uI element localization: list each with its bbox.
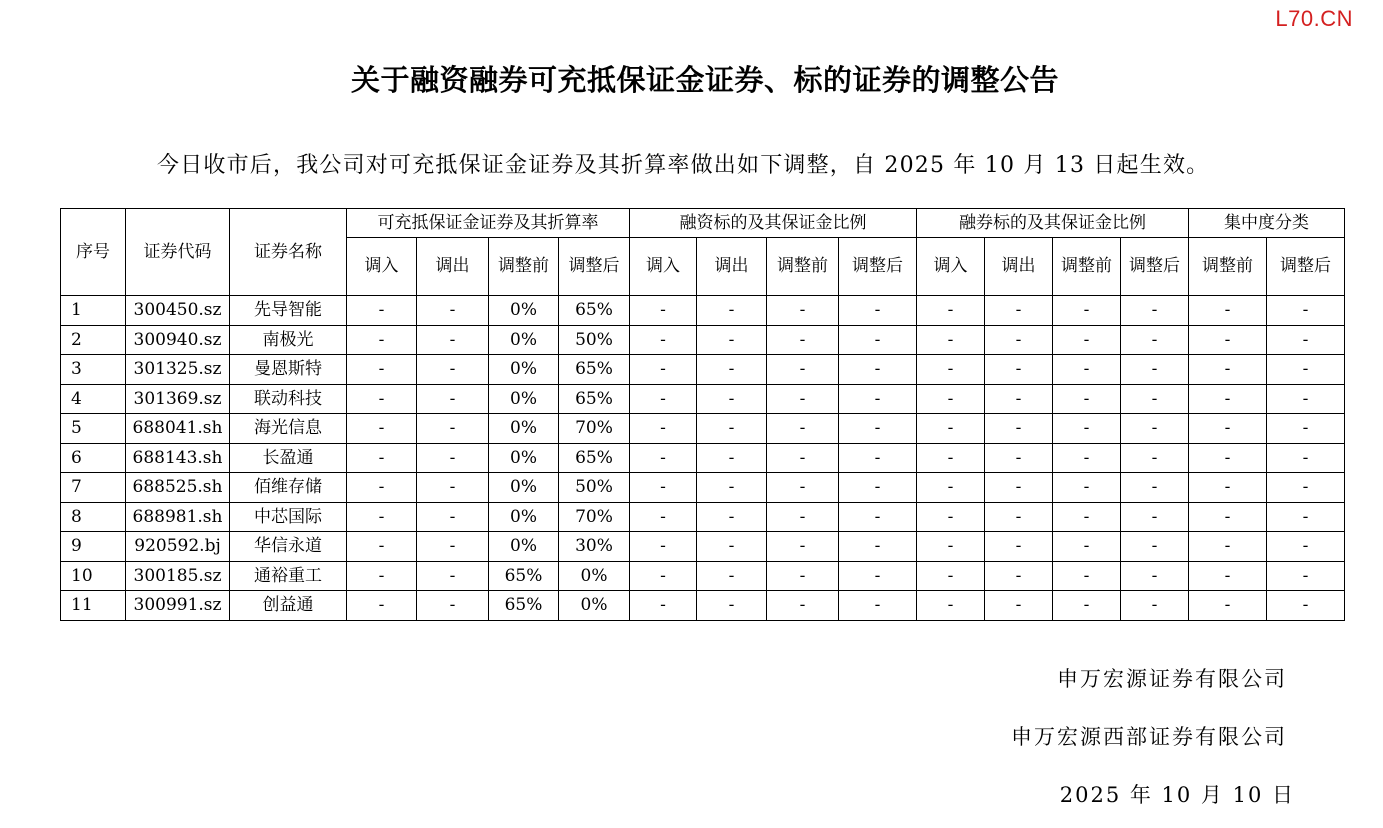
subheader-in: 调入	[630, 238, 697, 296]
table-row	[61, 473, 1345, 503]
cell-short-after: -	[1121, 325, 1189, 355]
cell-margin-out: -	[697, 384, 767, 414]
row-name: 海光信息	[230, 414, 347, 444]
cell-margin-out: -	[697, 414, 767, 444]
cell-collateral-before: 0%	[489, 443, 559, 473]
cell-concentration-after: -	[1267, 355, 1345, 385]
row-code: 301369.sz	[126, 384, 230, 414]
cell-collateral-after: 70%	[559, 502, 630, 532]
cell-concentration-before: -	[1189, 561, 1267, 591]
cell-short-before: -	[1053, 532, 1121, 562]
subheader-before: 调整前	[489, 238, 559, 296]
row-code: 688981.sh	[126, 502, 230, 532]
row-index: 2	[61, 325, 126, 355]
cell-concentration-before: -	[1189, 473, 1267, 503]
subheader-out: 调出	[697, 238, 767, 296]
cell-concentration-before: -	[1189, 296, 1267, 326]
cell-short-after: -	[1121, 384, 1189, 414]
row-index: 1	[61, 296, 126, 326]
cell-collateral-out: -	[417, 532, 489, 562]
cell-collateral-out: -	[417, 561, 489, 591]
cell-margin-out: -	[697, 443, 767, 473]
cell-short-before: -	[1053, 561, 1121, 591]
cell-margin-after: -	[839, 591, 917, 621]
cell-short-after: -	[1121, 473, 1189, 503]
row-name: 佰维存储	[230, 473, 347, 503]
cell-collateral-in: -	[347, 473, 417, 503]
cell-collateral-after: 50%	[559, 325, 630, 355]
cell-short-before: -	[1053, 414, 1121, 444]
cell-collateral-after: 30%	[559, 532, 630, 562]
cell-short-before: -	[1053, 473, 1121, 503]
cell-concentration-before: -	[1189, 591, 1267, 621]
table-row	[61, 355, 1345, 385]
header-group-concentration: 集中度分类	[1189, 209, 1345, 238]
cell-short-out: -	[985, 414, 1053, 444]
cell-concentration-before: -	[1189, 502, 1267, 532]
table-row	[61, 384, 1345, 414]
cell-short-out: -	[985, 561, 1053, 591]
row-index: 9	[61, 532, 126, 562]
cell-collateral-out: -	[417, 355, 489, 385]
cell-concentration-before: -	[1189, 414, 1267, 444]
cell-collateral-in: -	[347, 561, 417, 591]
cell-short-out: -	[985, 355, 1053, 385]
row-code: 688143.sh	[126, 443, 230, 473]
cell-concentration-after: -	[1267, 325, 1345, 355]
cell-margin-after: -	[839, 296, 917, 326]
cell-margin-out: -	[697, 296, 767, 326]
cell-collateral-after: 70%	[559, 414, 630, 444]
cell-short-after: -	[1121, 561, 1189, 591]
cell-short-in: -	[917, 502, 985, 532]
row-code: 688525.sh	[126, 473, 230, 503]
cell-collateral-before: 0%	[489, 296, 559, 326]
row-code: 300185.sz	[126, 561, 230, 591]
cell-collateral-in: -	[347, 591, 417, 621]
row-code: 688041.sh	[126, 414, 230, 444]
cell-short-out: -	[985, 296, 1053, 326]
cell-margin-in: -	[630, 591, 697, 621]
cell-margin-before: -	[767, 473, 839, 503]
cell-short-after: -	[1121, 443, 1189, 473]
cell-margin-after: -	[839, 473, 917, 503]
cell-concentration-after: -	[1267, 414, 1345, 444]
cell-collateral-before: 0%	[489, 502, 559, 532]
cell-short-after: -	[1121, 414, 1189, 444]
cell-concentration-before: -	[1189, 443, 1267, 473]
row-code: 300940.sz	[126, 325, 230, 355]
table-row	[61, 532, 1345, 562]
cell-short-before: -	[1053, 443, 1121, 473]
cell-short-in: -	[917, 473, 985, 503]
cell-margin-after: -	[839, 414, 917, 444]
cell-short-out: -	[985, 502, 1053, 532]
cell-short-in: -	[917, 355, 985, 385]
row-code: 920592.bj	[126, 532, 230, 562]
cell-short-before: -	[1053, 591, 1121, 621]
cell-margin-out: -	[697, 502, 767, 532]
subheader-after: 调整后	[1121, 238, 1189, 296]
cell-short-after: -	[1121, 532, 1189, 562]
cell-margin-out: -	[697, 561, 767, 591]
cell-short-in: -	[917, 384, 985, 414]
cell-concentration-before: -	[1189, 384, 1267, 414]
subheader-out: 调出	[985, 238, 1053, 296]
cell-collateral-out: -	[417, 296, 489, 326]
subheader-in: 调入	[347, 238, 417, 296]
cell-concentration-after: -	[1267, 561, 1345, 591]
signature-company-2: 申万宏源西部证券有限公司	[1011, 725, 1287, 749]
cell-collateral-after: 65%	[559, 355, 630, 385]
cell-short-before: -	[1053, 325, 1121, 355]
cell-margin-after: -	[839, 384, 917, 414]
row-name: 华信永道	[230, 532, 347, 562]
cell-margin-in: -	[630, 296, 697, 326]
cell-collateral-before: 0%	[489, 473, 559, 503]
cell-collateral-in: -	[347, 502, 417, 532]
cell-short-in: -	[917, 532, 985, 562]
cell-margin-before: -	[767, 414, 839, 444]
header-code: 证券代码	[126, 209, 230, 296]
cell-collateral-after: 0%	[559, 591, 630, 621]
cell-short-in: -	[917, 591, 985, 621]
row-index: 3	[61, 355, 126, 385]
cell-margin-before: -	[767, 443, 839, 473]
signature-company-1: 申万宏源证券有限公司	[1057, 667, 1287, 691]
cell-collateral-in: -	[347, 443, 417, 473]
cell-margin-out: -	[697, 591, 767, 621]
row-index: 4	[61, 384, 126, 414]
cell-concentration-after: -	[1267, 443, 1345, 473]
cell-margin-after: -	[839, 355, 917, 385]
cell-margin-in: -	[630, 355, 697, 385]
cell-concentration-after: -	[1267, 502, 1345, 532]
row-index: 6	[61, 443, 126, 473]
cell-margin-after: -	[839, 325, 917, 355]
row-index: 11	[61, 591, 126, 621]
table-row	[61, 561, 1345, 591]
cell-short-before: -	[1053, 296, 1121, 326]
cell-short-out: -	[985, 591, 1053, 621]
signature-date: 2025 年 10 月 10 日	[1059, 783, 1295, 807]
cell-collateral-before: 0%	[489, 355, 559, 385]
watermark: L70.CN	[1275, 6, 1353, 31]
cell-collateral-before: 65%	[489, 591, 559, 621]
cell-collateral-before: 0%	[489, 532, 559, 562]
row-code: 300450.sz	[126, 296, 230, 326]
row-name: 先导智能	[230, 296, 347, 326]
cell-margin-before: -	[767, 296, 839, 326]
cell-concentration-after: -	[1267, 296, 1345, 326]
header-name: 证券名称	[230, 209, 347, 296]
cell-concentration-before: -	[1189, 325, 1267, 355]
subheader-after: 调整后	[839, 238, 917, 296]
row-name: 通裕重工	[230, 561, 347, 591]
subheader-after: 调整后	[559, 238, 630, 296]
cell-short-out: -	[985, 384, 1053, 414]
cell-concentration-after: -	[1267, 384, 1345, 414]
cell-margin-in: -	[630, 443, 697, 473]
cell-margin-in: -	[630, 414, 697, 444]
table-row	[61, 414, 1345, 444]
cell-short-in: -	[917, 443, 985, 473]
subheader-before: 调整前	[1189, 238, 1267, 296]
subheader-after: 调整后	[1267, 238, 1345, 296]
cell-concentration-after: -	[1267, 473, 1345, 503]
cell-short-before: -	[1053, 355, 1121, 385]
row-code: 300991.sz	[126, 591, 230, 621]
cell-margin-out: -	[697, 355, 767, 385]
cell-collateral-after: 0%	[559, 561, 630, 591]
row-index: 7	[61, 473, 126, 503]
cell-margin-out: -	[697, 325, 767, 355]
header-group-margin-buy: 融资标的及其保证金比例	[630, 209, 917, 238]
cell-collateral-in: -	[347, 384, 417, 414]
cell-margin-before: -	[767, 502, 839, 532]
subheader-out: 调出	[417, 238, 489, 296]
cell-margin-before: -	[767, 384, 839, 414]
cell-margin-after: -	[839, 532, 917, 562]
cell-collateral-in: -	[347, 296, 417, 326]
cell-collateral-in: -	[347, 414, 417, 444]
cell-concentration-before: -	[1189, 355, 1267, 385]
cell-short-after: -	[1121, 591, 1189, 621]
cell-short-out: -	[985, 443, 1053, 473]
cell-short-in: -	[917, 414, 985, 444]
row-index: 5	[61, 414, 126, 444]
page-title: 关于融资融券可充抵保证金证券、标的证券的调整公告	[350, 63, 1059, 97]
cell-margin-before: -	[767, 325, 839, 355]
row-name: 长盈通	[230, 443, 347, 473]
cell-margin-in: -	[630, 561, 697, 591]
header-group-collateral: 可充抵保证金证券及其折算率	[347, 209, 630, 238]
cell-margin-after: -	[839, 443, 917, 473]
cell-collateral-before: 65%	[489, 561, 559, 591]
cell-collateral-out: -	[417, 473, 489, 503]
subheader-before: 调整前	[767, 238, 839, 296]
cell-margin-after: -	[839, 561, 917, 591]
cell-collateral-out: -	[417, 443, 489, 473]
cell-concentration-before: -	[1189, 532, 1267, 562]
cell-short-before: -	[1053, 502, 1121, 532]
cell-margin-in: -	[630, 384, 697, 414]
cell-short-out: -	[985, 473, 1053, 503]
row-index: 10	[61, 561, 126, 591]
cell-short-in: -	[917, 561, 985, 591]
cell-collateral-out: -	[417, 384, 489, 414]
cell-margin-before: -	[767, 591, 839, 621]
cell-collateral-after: 65%	[559, 296, 630, 326]
row-name: 联动科技	[230, 384, 347, 414]
cell-collateral-before: 0%	[489, 325, 559, 355]
cell-short-after: -	[1121, 296, 1189, 326]
cell-short-out: -	[985, 325, 1053, 355]
cell-collateral-before: 0%	[489, 414, 559, 444]
cell-short-before: -	[1053, 384, 1121, 414]
cell-collateral-out: -	[417, 502, 489, 532]
cell-collateral-out: -	[417, 325, 489, 355]
intro-paragraph: 今日收市后，我公司对可充抵保证金证券及其折算率做出如下调整，自 2025 年 10 月 13 日起生效。	[157, 153, 1210, 178]
cell-margin-in: -	[630, 473, 697, 503]
row-code: 301325.sz	[126, 355, 230, 385]
cell-short-in: -	[917, 325, 985, 355]
subheader-before: 调整前	[1053, 238, 1121, 296]
cell-collateral-after: 65%	[559, 443, 630, 473]
table-row	[61, 591, 1345, 621]
cell-collateral-before: 0%	[489, 384, 559, 414]
cell-margin-out: -	[697, 473, 767, 503]
cell-collateral-after: 50%	[559, 473, 630, 503]
cell-margin-before: -	[767, 355, 839, 385]
table-row	[61, 502, 1345, 532]
cell-concentration-after: -	[1267, 591, 1345, 621]
cell-margin-in: -	[630, 532, 697, 562]
cell-margin-after: -	[839, 502, 917, 532]
cell-collateral-out: -	[417, 414, 489, 444]
cell-short-after: -	[1121, 502, 1189, 532]
cell-concentration-after: -	[1267, 532, 1345, 562]
row-name: 南极光	[230, 325, 347, 355]
cell-collateral-in: -	[347, 532, 417, 562]
cell-short-in: -	[917, 296, 985, 326]
cell-margin-in: -	[630, 502, 697, 532]
table-row	[61, 296, 1345, 326]
cell-short-after: -	[1121, 355, 1189, 385]
cell-collateral-out: -	[417, 591, 489, 621]
cell-margin-before: -	[767, 561, 839, 591]
subheader-in: 调入	[917, 238, 985, 296]
table-row	[61, 325, 1345, 355]
row-name: 曼恩斯特	[230, 355, 347, 385]
row-name: 创益通	[230, 591, 347, 621]
header-group-short-sell: 融券标的及其保证金比例	[917, 209, 1189, 238]
row-index: 8	[61, 502, 126, 532]
cell-collateral-in: -	[347, 325, 417, 355]
cell-margin-out: -	[697, 532, 767, 562]
adjustment-table	[60, 208, 1345, 621]
row-name: 中芯国际	[230, 502, 347, 532]
header-index: 序号	[61, 209, 126, 296]
cell-short-out: -	[985, 532, 1053, 562]
cell-margin-in: -	[630, 325, 697, 355]
table-row	[61, 443, 1345, 473]
cell-collateral-after: 65%	[559, 384, 630, 414]
cell-margin-before: -	[767, 532, 839, 562]
cell-collateral-in: -	[347, 355, 417, 385]
